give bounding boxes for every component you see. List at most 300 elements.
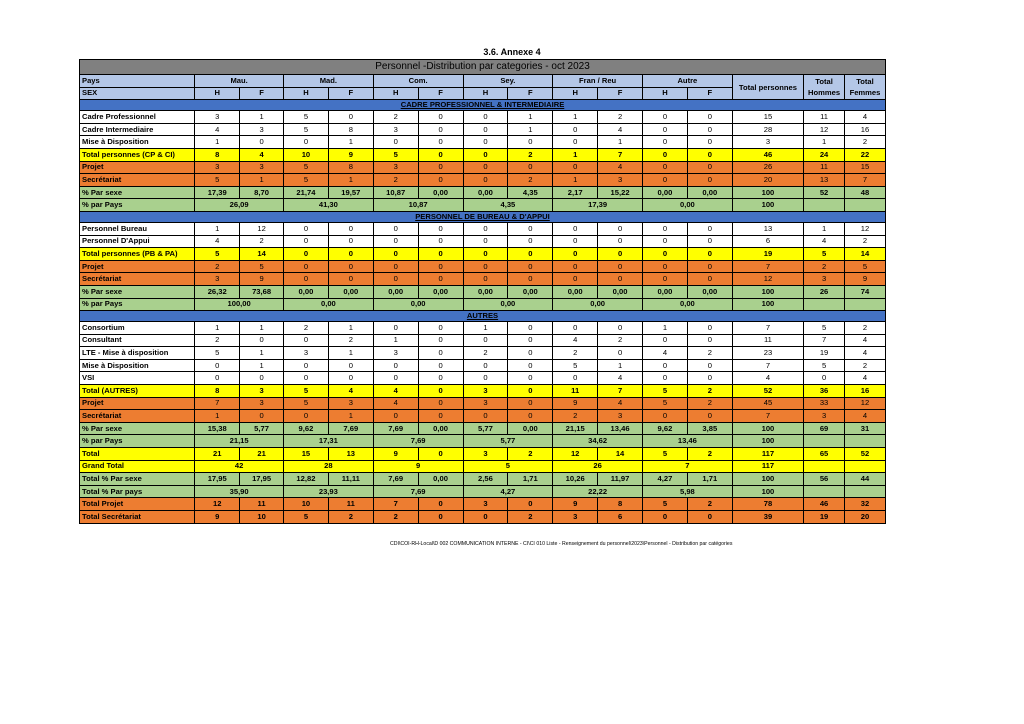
cell-f: 0	[687, 136, 732, 149]
table-row	[80, 435, 886, 448]
cell-h: 0	[373, 322, 418, 335]
cell-f: 8,70	[240, 186, 284, 199]
cell-h: 0,00	[643, 285, 688, 298]
cell-h: 3	[373, 161, 418, 174]
cell-total-femmes: 32	[844, 498, 885, 511]
cell-h: 0	[463, 111, 508, 124]
row-label: % Par sexe	[80, 186, 195, 199]
cell-total-personnes: 52	[732, 385, 803, 398]
total-personnes-header: Total personnes	[732, 75, 803, 100]
cell-f: 0	[418, 359, 463, 372]
cell-h: 5	[643, 385, 688, 398]
cell-h: 0	[463, 235, 508, 248]
cell-total-femmes: 5	[844, 260, 885, 273]
cell-h: 21	[195, 448, 240, 461]
cell-total-hommes: 65	[804, 448, 845, 461]
table-row	[80, 385, 886, 398]
cell-f: 3	[598, 174, 643, 187]
cell-f: 0	[508, 385, 553, 398]
cell-total-personnes: 7	[732, 260, 803, 273]
cell-f: 2	[687, 385, 732, 398]
country-mau-header: Mau.	[195, 75, 284, 88]
cell-f: 0	[687, 334, 732, 347]
cell-total-hommes: 24	[804, 148, 845, 161]
cell-h: 0	[463, 273, 508, 286]
cell-total-personnes: 7	[732, 322, 803, 335]
cell-h: 2	[195, 260, 240, 273]
table-row	[80, 347, 886, 360]
cell-h: 0,00	[373, 285, 418, 298]
cell-total-femmes: 12	[844, 397, 885, 410]
cell-total-femmes: 2	[844, 322, 885, 335]
cell-h: 10	[284, 498, 329, 511]
cell-total-hommes: 0	[804, 372, 845, 385]
row-label: Mise à Disposition	[80, 359, 195, 372]
cell-total-hommes	[804, 435, 845, 448]
cell-h: 5	[284, 511, 329, 524]
row-label: Total % Par pays	[80, 485, 195, 498]
cell-f: 0	[508, 410, 553, 423]
cell-f: 3,85	[687, 422, 732, 435]
cell-pays: 35,90	[195, 485, 284, 498]
cell-f: 6	[598, 511, 643, 524]
cell-pays: 28	[284, 460, 374, 473]
cell-pays: 7,69	[373, 435, 463, 448]
cell-f: 1	[508, 111, 553, 124]
cell-f: 4	[598, 372, 643, 385]
cell-f: 0	[598, 222, 643, 235]
row-label: Total personnes (CP & CI)	[80, 148, 195, 161]
cell-f: 13,46	[598, 422, 643, 435]
cell-f: 0	[418, 397, 463, 410]
cell-f: 1	[328, 174, 373, 187]
cell-f: 0	[508, 273, 553, 286]
cell-h: 2,17	[553, 186, 598, 199]
cell-f: 0	[328, 260, 373, 273]
row-label: % Par sexe	[80, 422, 195, 435]
cell-total-personnes: 100	[732, 485, 803, 498]
cell-f: 0,00	[687, 186, 732, 199]
sex-f-header: F	[240, 87, 284, 100]
cell-total-personnes: 28	[732, 123, 803, 136]
cell-f: 5	[240, 260, 284, 273]
cell-h: 0,00	[284, 285, 329, 298]
cell-f: 1	[240, 322, 284, 335]
cell-h: 0	[643, 273, 688, 286]
cell-h: 5	[284, 111, 329, 124]
cell-total-femmes: 9	[844, 273, 885, 286]
cell-h: 1	[195, 136, 240, 149]
table-row	[80, 397, 886, 410]
cell-h: 4	[373, 397, 418, 410]
cell-total-personnes: 4	[732, 372, 803, 385]
cell-pays: 34,62	[553, 435, 643, 448]
cell-h: 3	[373, 123, 418, 136]
cell-total-hommes: 2	[804, 260, 845, 273]
cell-pays: 0,00	[463, 298, 553, 311]
cell-f: 1,71	[508, 473, 553, 486]
cell-h: 0	[373, 235, 418, 248]
cell-pays: 0,00	[643, 298, 733, 311]
cell-total-hommes: 7	[804, 334, 845, 347]
cell-pays: 0,00	[373, 298, 463, 311]
cell-f: 0	[598, 248, 643, 261]
cell-pays: 41,30	[284, 199, 374, 212]
cell-h: 2,56	[463, 473, 508, 486]
total-femmes-header: Total Femmes	[844, 75, 885, 100]
cell-total-personnes: 100	[732, 186, 803, 199]
cell-h: 9,62	[643, 422, 688, 435]
cell-h: 4	[643, 347, 688, 360]
cell-f: 0	[418, 161, 463, 174]
cell-h: 0	[373, 273, 418, 286]
cell-h: 0	[284, 372, 329, 385]
cell-total-personnes: 11	[732, 334, 803, 347]
cell-pays: 4,35	[463, 199, 553, 212]
table-row	[80, 111, 886, 124]
cell-h: 5,77	[463, 422, 508, 435]
cell-f: 0	[418, 174, 463, 187]
cell-f: 0	[418, 235, 463, 248]
cell-total-femmes	[844, 298, 885, 311]
cell-total-femmes: 15	[844, 161, 885, 174]
row-label: % par Pays	[80, 199, 195, 212]
row-label: Total	[80, 448, 195, 461]
table-row	[80, 248, 886, 261]
table-row	[80, 148, 886, 161]
table-row	[80, 123, 886, 136]
cell-total-femmes: 2	[844, 235, 885, 248]
cell-h: 0	[643, 123, 688, 136]
row-label: Projet	[80, 260, 195, 273]
cell-total-femmes: 74	[844, 285, 885, 298]
row-label: Total Projet	[80, 498, 195, 511]
cell-f: 2	[240, 235, 284, 248]
cell-pays: 17,39	[553, 199, 643, 212]
cell-total-hommes: 1	[804, 222, 845, 235]
cell-total-hommes: 12	[804, 123, 845, 136]
country-fran-reu-header: Fran / Reu	[553, 75, 643, 88]
cell-f: 19,57	[328, 186, 373, 199]
cell-f: 1	[328, 322, 373, 335]
cell-h: 2	[463, 347, 508, 360]
cell-f: 1	[508, 123, 553, 136]
cell-h: 5	[195, 347, 240, 360]
cell-h: 0	[643, 372, 688, 385]
cell-f: 0	[328, 111, 373, 124]
table-row	[80, 473, 886, 486]
table-row	[80, 511, 886, 524]
row-label: Consultant	[80, 334, 195, 347]
cell-h: 0	[284, 273, 329, 286]
cell-total-hommes: 11	[804, 161, 845, 174]
cell-total-personnes: 39	[732, 511, 803, 524]
cell-f: 1	[240, 174, 284, 187]
cell-total-femmes: 4	[844, 410, 885, 423]
cell-h: 0	[463, 161, 508, 174]
cell-h: 1	[553, 148, 598, 161]
cell-pays: 7	[643, 460, 733, 473]
cell-pays: 22,22	[553, 485, 643, 498]
cell-h: 0	[643, 410, 688, 423]
cell-f: 10	[240, 511, 284, 524]
cell-pays: 0,00	[553, 298, 643, 311]
table-row	[80, 359, 886, 372]
cell-total-hommes: 3	[804, 273, 845, 286]
table-row	[80, 199, 886, 212]
cell-f: 0,00	[598, 285, 643, 298]
cell-h: 0,00	[553, 285, 598, 298]
table-title-row	[80, 60, 886, 75]
cell-h: 7	[373, 498, 418, 511]
cell-f: 2	[687, 347, 732, 360]
cell-total-femmes: 4	[844, 372, 885, 385]
cell-h: 0,00	[643, 186, 688, 199]
cell-total-femmes: 2	[844, 359, 885, 372]
cell-f: 0	[687, 322, 732, 335]
cell-f: 0,00	[418, 186, 463, 199]
cell-f: 11,97	[598, 473, 643, 486]
cell-f: 11	[240, 498, 284, 511]
cell-total-personnes: 100	[732, 199, 803, 212]
cell-f: 3	[240, 397, 284, 410]
cell-h: 5	[284, 123, 329, 136]
table-row	[80, 448, 886, 461]
row-label: LTE - Mise à disposition	[80, 347, 195, 360]
cell-h: 1	[195, 222, 240, 235]
cell-h: 15,38	[195, 422, 240, 435]
cell-f: 0	[418, 322, 463, 335]
row-label: Total personnes (PB & PA)	[80, 248, 195, 261]
row-label: % par Pays	[80, 435, 195, 448]
cell-total-hommes	[804, 460, 845, 473]
cell-f: 0	[418, 248, 463, 261]
cell-pays: 7,69	[373, 485, 463, 498]
cell-total-femmes: 16	[844, 123, 885, 136]
cell-h: 0	[643, 334, 688, 347]
cell-h: 5	[284, 161, 329, 174]
cell-f: 1	[328, 347, 373, 360]
cell-h: 0	[284, 136, 329, 149]
cell-f: 0	[687, 410, 732, 423]
cell-pays: 0,00	[643, 199, 733, 212]
cell-h: 10,87	[373, 186, 418, 199]
country-header-row	[80, 75, 886, 88]
cell-h: 8	[195, 385, 240, 398]
sex-label: SEX	[80, 87, 195, 100]
row-label: Personnel Bureau	[80, 222, 195, 235]
cell-h: 0	[643, 161, 688, 174]
cell-f: 2	[598, 334, 643, 347]
cell-h: 0	[195, 359, 240, 372]
section-title: CADRE PROFESSIONNEL & INTERMEDIAIRE	[80, 100, 886, 111]
cell-f: 0	[508, 397, 553, 410]
row-label: Total Secrétariat	[80, 511, 195, 524]
cell-f: 4	[240, 148, 284, 161]
cell-f: 0	[687, 161, 732, 174]
cell-h: 9,62	[284, 422, 329, 435]
cell-h: 0	[284, 222, 329, 235]
cell-f: 2	[687, 397, 732, 410]
cell-f: 4	[598, 161, 643, 174]
sex-f-header: F	[687, 87, 732, 100]
cell-total-personnes: 46	[732, 148, 803, 161]
cell-f: 0	[687, 222, 732, 235]
cell-total-personnes: 20	[732, 174, 803, 187]
cell-f: 21	[240, 448, 284, 461]
sex-f-header: F	[328, 87, 373, 100]
cell-h: 3	[195, 111, 240, 124]
cell-f: 2	[598, 111, 643, 124]
cell-total-femmes: 2	[844, 136, 885, 149]
cell-pays: 26,09	[195, 199, 284, 212]
cell-h: 0	[643, 222, 688, 235]
cell-f: 0	[508, 359, 553, 372]
cell-pays: 100,00	[195, 298, 284, 311]
sex-f-header: F	[508, 87, 553, 100]
cell-h: 1	[553, 111, 598, 124]
cell-h: 0	[643, 174, 688, 187]
cell-h: 26,32	[195, 285, 240, 298]
cell-f: 4,35	[508, 186, 553, 199]
cell-total-hommes	[804, 199, 845, 212]
cell-f: 0	[508, 322, 553, 335]
cell-h: 12	[553, 448, 598, 461]
table-row	[80, 222, 886, 235]
row-label: Cadre Intermediaire	[80, 123, 195, 136]
table-row	[80, 260, 886, 273]
table-row	[80, 186, 886, 199]
cell-h: 0	[463, 260, 508, 273]
cell-pays: 23,93	[284, 485, 374, 498]
cell-f: 3	[240, 123, 284, 136]
table-row	[80, 422, 886, 435]
cell-f: 4	[598, 397, 643, 410]
cell-h: 4	[373, 385, 418, 398]
cell-h: 9	[553, 498, 598, 511]
cell-total-personnes: 19	[732, 248, 803, 261]
cell-h: 3	[463, 448, 508, 461]
cell-f: 7	[598, 148, 643, 161]
cell-pays: 13,46	[643, 435, 733, 448]
cell-f: 0	[418, 448, 463, 461]
cell-pays: 9	[373, 460, 463, 473]
cell-total-femmes: 20	[844, 511, 885, 524]
cell-f: 2	[508, 174, 553, 187]
sex-h-header: H	[195, 87, 240, 100]
cell-total-hommes: 56	[804, 473, 845, 486]
cell-h: 0	[553, 260, 598, 273]
cell-h: 5	[195, 174, 240, 187]
cell-f: 0	[687, 273, 732, 286]
cell-h: 1	[373, 334, 418, 347]
cell-h: 17,39	[195, 186, 240, 199]
section-header-row	[80, 211, 886, 222]
cell-f: 0	[687, 111, 732, 124]
cell-f: 0,00	[418, 285, 463, 298]
cell-pays: 0,00	[284, 298, 374, 311]
cell-f: 0	[508, 161, 553, 174]
cell-total-femmes: 14	[844, 248, 885, 261]
sex-h-header: H	[284, 87, 329, 100]
cell-total-personnes: 100	[732, 435, 803, 448]
cell-f: 0	[418, 260, 463, 273]
cell-f: 0	[240, 136, 284, 149]
row-label: Cadre Professionnel	[80, 111, 195, 124]
cell-h: 2	[373, 174, 418, 187]
cell-h: 10	[284, 148, 329, 161]
cell-h: 0	[553, 248, 598, 261]
cell-h: 1	[463, 322, 508, 335]
cell-total-femmes: 4	[844, 347, 885, 360]
cell-total-hommes: 11	[804, 111, 845, 124]
cell-total-femmes: 22	[844, 148, 885, 161]
cell-h: 2	[373, 511, 418, 524]
cell-total-personnes: 78	[732, 498, 803, 511]
cell-f: 9	[240, 273, 284, 286]
cell-f: 0,00	[418, 422, 463, 435]
cell-f: 0,00	[418, 473, 463, 486]
cell-f: 2	[687, 498, 732, 511]
cell-h: 11	[553, 385, 598, 398]
cell-f: 0	[418, 334, 463, 347]
cell-h: 5	[373, 148, 418, 161]
cell-f: 0	[418, 273, 463, 286]
cell-f: 11,11	[328, 473, 373, 486]
cell-h: 0	[463, 123, 508, 136]
cell-h: 5	[284, 174, 329, 187]
cell-total-hommes	[804, 485, 845, 498]
cell-f: 0	[418, 347, 463, 360]
cell-total-personnes: 100	[732, 285, 803, 298]
cell-f: 0	[687, 359, 732, 372]
cell-total-hommes: 52	[804, 186, 845, 199]
cell-total-hommes: 4	[804, 235, 845, 248]
country-sey-header: Sey.	[463, 75, 553, 88]
cell-h: 0	[463, 511, 508, 524]
cell-f: 1	[598, 359, 643, 372]
cell-f: 2	[508, 448, 553, 461]
page-heading: 3.6. Annexe 4	[483, 47, 541, 57]
cell-h: 9	[553, 397, 598, 410]
cell-f: 0	[418, 111, 463, 124]
section-header-row	[80, 100, 886, 111]
cell-h: 0	[553, 322, 598, 335]
cell-total-personnes: 23	[732, 347, 803, 360]
cell-h: 3	[284, 347, 329, 360]
cell-total-hommes: 5	[804, 322, 845, 335]
cell-h: 0,00	[463, 186, 508, 199]
table-row	[80, 334, 886, 347]
sex-h-header: H	[373, 87, 418, 100]
table-row	[80, 136, 886, 149]
cell-total-hommes: 19	[804, 347, 845, 360]
cell-h: 0	[553, 273, 598, 286]
cell-h: 15	[284, 448, 329, 461]
cell-total-personnes: 13	[732, 222, 803, 235]
cell-f: 2	[328, 334, 373, 347]
cell-f: 0	[508, 498, 553, 511]
cell-f: 7	[598, 385, 643, 398]
cell-h: 21,15	[553, 422, 598, 435]
cell-h: 0	[553, 372, 598, 385]
cell-h: 10,26	[553, 473, 598, 486]
row-label: Mise à Disposition	[80, 136, 195, 149]
cell-f: 0	[598, 235, 643, 248]
cell-f: 0	[418, 511, 463, 524]
table-title: Personnel -Distribution par categories - oct 2023	[80, 60, 886, 75]
table-row	[80, 460, 886, 473]
